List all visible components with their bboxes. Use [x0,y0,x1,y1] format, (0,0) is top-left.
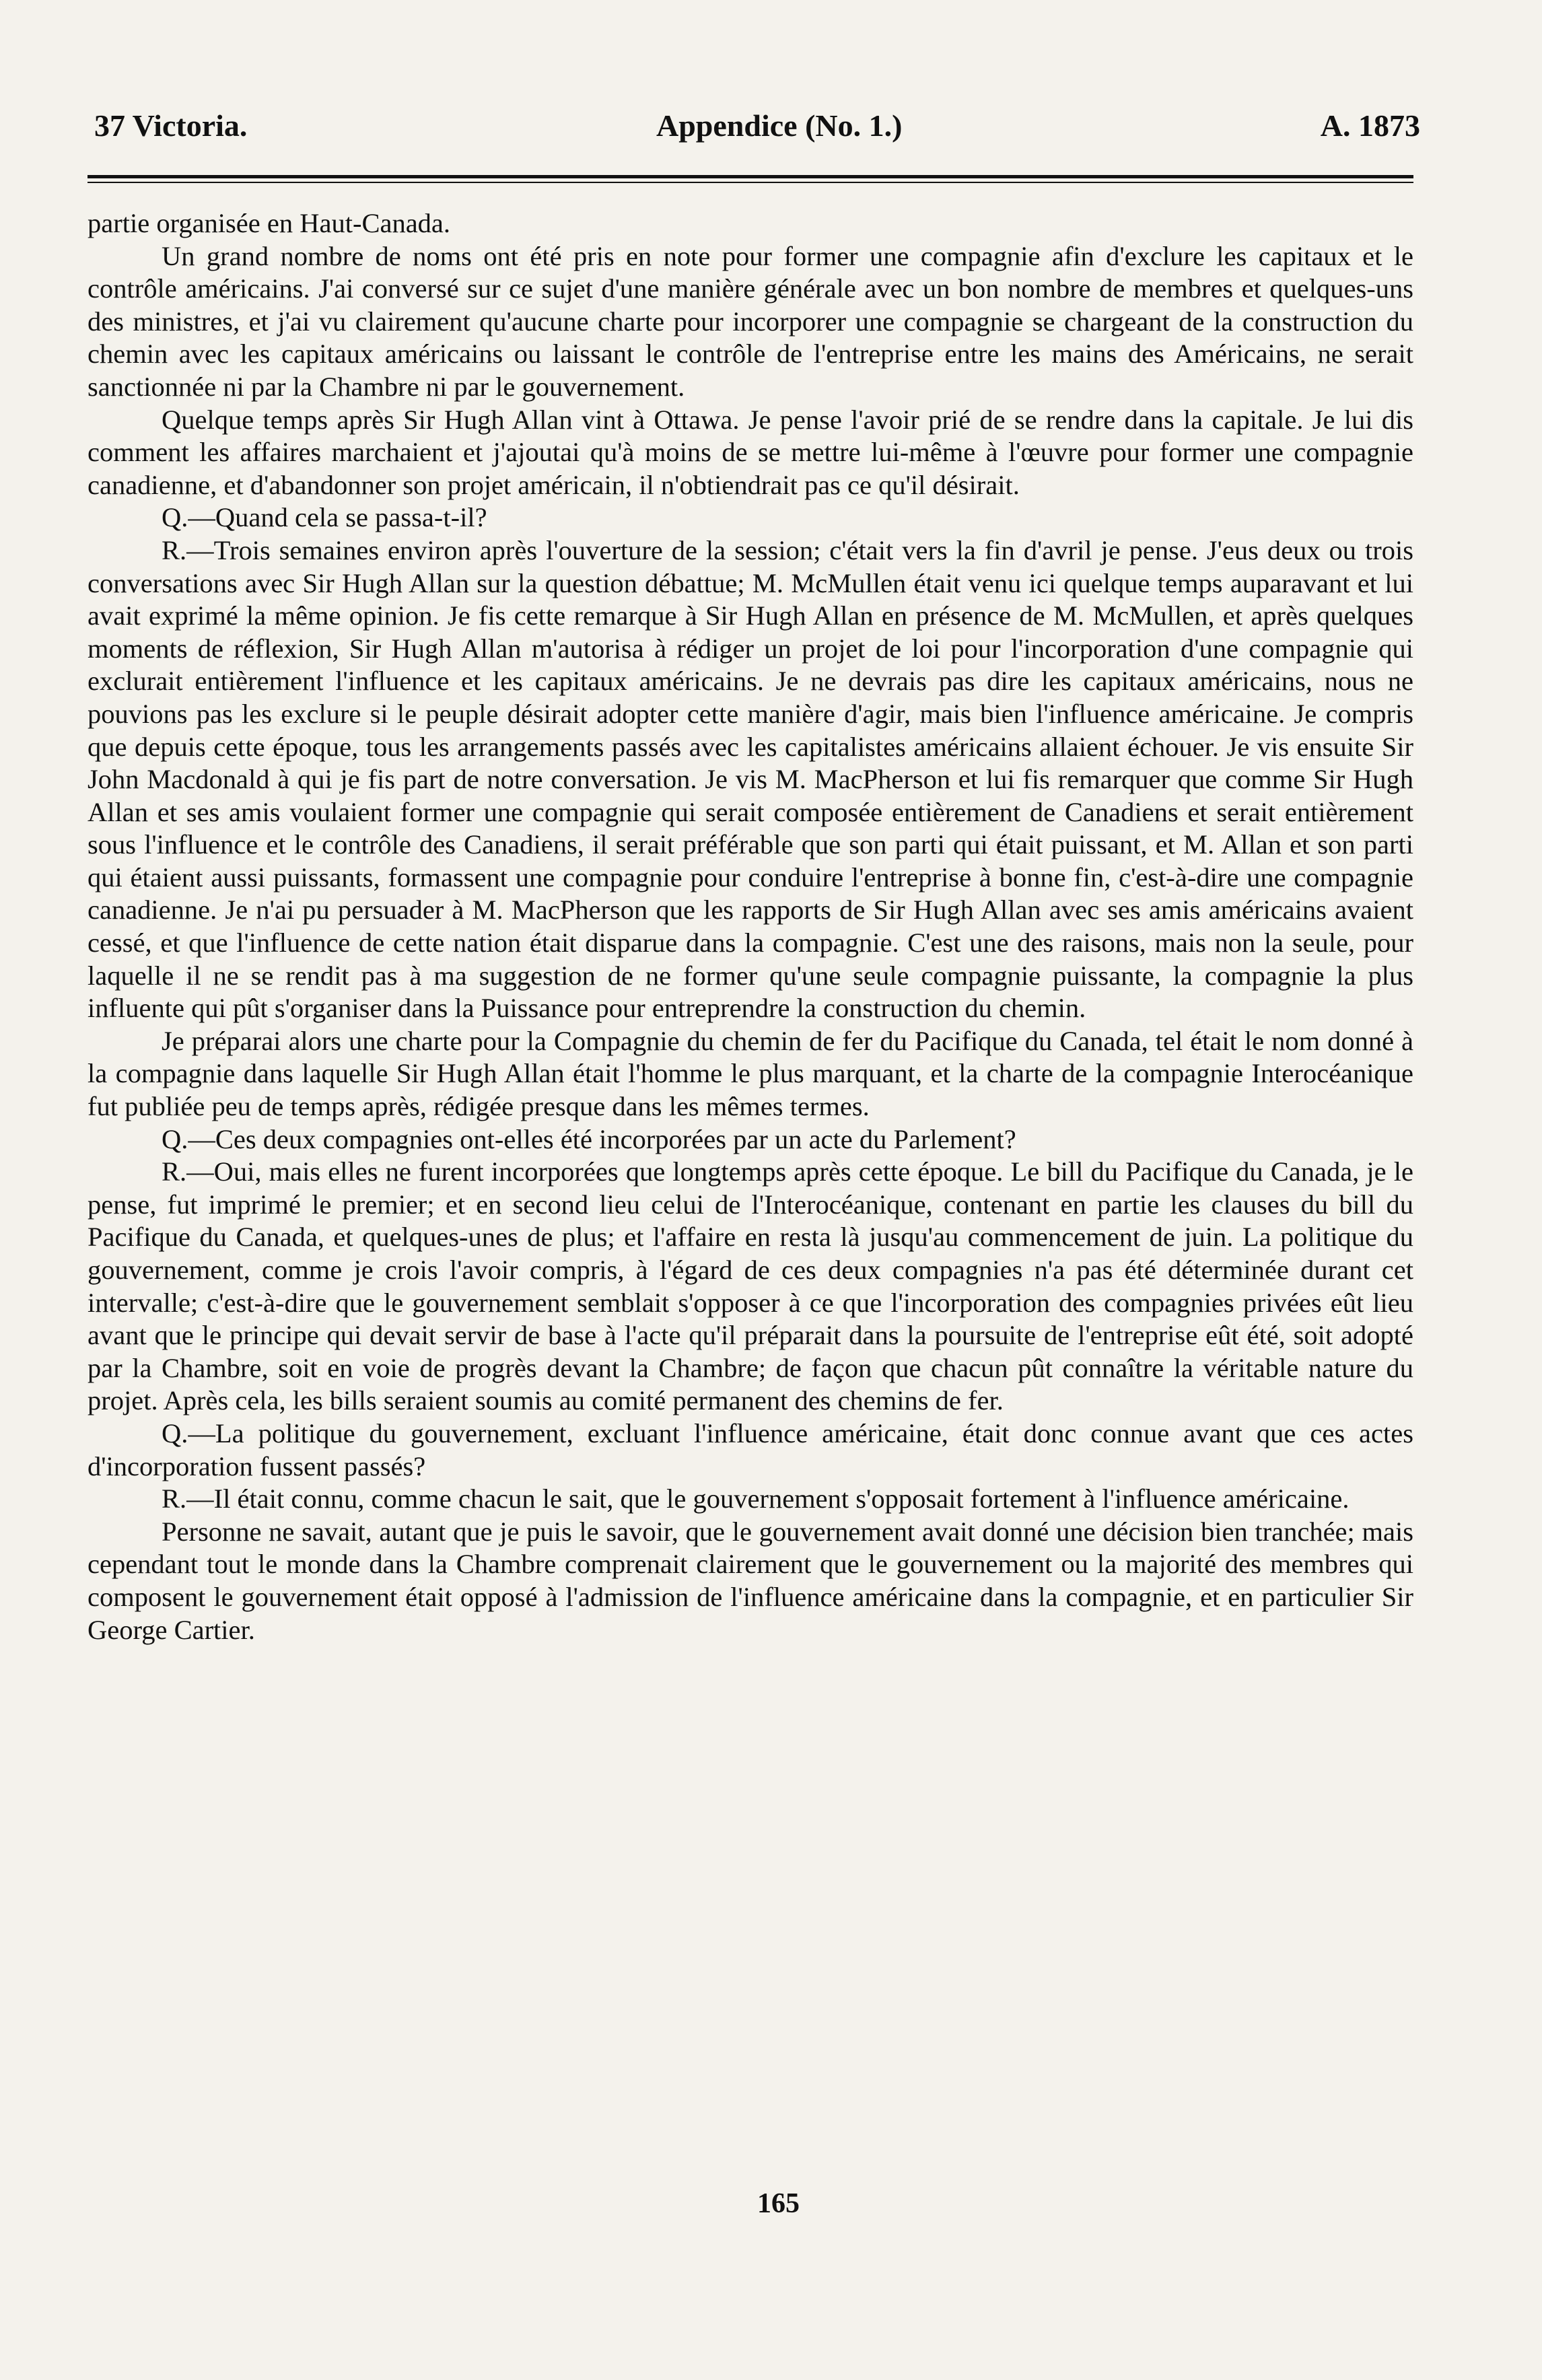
header-session: 37 Victoria. [94,108,248,143]
question: Q.—La politique du gouvernement, excluant l'influence américaine, était donc connue avant que ces actes d'incorporation fussent passés? [87,1418,1413,1481]
page-number: 165 [757,2188,800,2219]
question: Q.—Quand cela se passa-t-il? [162,502,487,533]
document-page [87,81,1420,2219]
header-year: A. 1873 [1320,108,1420,143]
answer: R.—Oui, mais elles ne furent incorporées que longtemps après cette époque. Le bill du Pacifique du Canada, je le pense, fut imprimé le premier; et en second lieu celui de l'Interocéanique, contenant en partie les clauses du bill du Pacifique du Canada, et quelques-unes de plus; et l'affaire en resta là jusqu'au commencement de juin. La politique du gouvernement, comme je crois l'avoir compris, à l'égard de ces deux compagnies n'a pas été déterminée durant cet intervalle; c'est-à-dire que le gouvernement semblait s'opposer à ce que l'incorporation des compagnies privées eût lieu avant que le principe qui devait servir de base à l'acte qu'il préparait dans la poursuite de l'entreprise eût été, soit adopté par la Chambre, soit en voie de progrès devant la Chambre; de façon que chacun pût connaître la véritable nature du projet. Après cela, les bills seraient soumis au comité permanent des chemins de fer. [87,1156,1413,1416]
paragraph: Je préparai alors une charte pour la Compagnie du chemin de fer du Pacifique du Canada, tel était le nom donné à la compagnie dans laquelle Sir Hugh Allan était l'homme le plus marquant, et la charte de la compagnie Interocéanique fut publiée peu de temps après, rédigée presque dans les mêmes termes. [87,1025,1413,1122]
answer: R.—Trois semaines environ après l'ouverture de la session; c'était vers la fin d'avril je pense. J'eus deux ou trois conversations avec Sir Hugh Allan sur la question débattue; M. McMullen était venu ici quelque temps auparavant et lui avait exprimé la même opinion. Je fis cette remarque à Sir Hugh Allan en présence de M. McMullen, et après quelques moments de réflexion, Sir Hugh Allan m'autorisa à rédiger un projet de loi pour l'incorporation d'une compagnie qui exclurait entièrement l'influence et les capitaux américains. Je ne devrais pas dire les capitaux américains, nous ne pouvions pas les exclure si le peuple désirait adopter cette manière d'agir, mais bien l'influence américaine. Je compris que depuis cette époque, tous les arrangements passés avec les capitalistes américains allaient échouer. Je vis ensuite Sir John Macdonald à qui je fis part de notre conversation. Je vis M. MacPherson et lui fis remarquer que comme Sir Hugh Allan et ses amis voulaient former une compagnie qui serait composée entièrement de Canadiens et serait entièrement sous l'influence et le contrôle des Canadiens, il serait préférable que son parti qui était puissant, et M. Allan et son parti qui étaient aussi puissants, formassent une compagnie pour conduire l'entreprise à bonne fin, c'est-à-dire une compagnie canadienne. Je n'ai pu persuader à M. MacPherson que les rapports de Sir Hugh Allan avec ses amis américains avaient cessé, et que l'influence de cette nation était disparue dans la compagnie. C'est une des raisons, mais non la seule, pour laquelle il ne se rendit pas à ma suggestion de ne former qu'une seule compagnie puissante, la compagnie la plus influente qui pût s'organiser dans la Puissance pour entreprendre la construction du chemin. [87,534,1413,1024]
header-appendix: Appendice (No. 1.) [656,108,903,143]
header-rule-thin [87,182,1413,183]
paragraph: Quelque temps après Sir Hugh Allan vint à Ottawa. Je pense l'avoir prié de se rendre dans la capitale. Je lui dis comment les affaires marchaient et j'ajoutai qu'à moins de se mettre lui-même à l'œuvre pour former une compagnie canadienne, et d'abandonner son projet américain, il n'obtiendrait pas ce qu'il désirait. [87,404,1413,500]
paragraph: Un grand nombre de noms ont été pris en note pour former une compagnie afin d'exclure les capitaux et le contrôle américains. J'ai conversé sur ce sujet d'une manière générale avec un bon nombre de membres et quelques-uns des ministres, et j'ai vu clairement qu'aucune charte pour incorporer une compagnie se chargeant de la construction du chemin avec les capitaux américains ou laissant le contrôle de l'entreprise entre les mains des Américains, ne serait sanctionnée ni par la Chambre ni par le gouvernement. [87,240,1413,402]
paragraph-continued: partie organisée en Haut-Canada. [87,208,451,238]
body-text [87,207,1413,1646]
question: Q.—Ces deux compagnies ont-elles été incorporées par un acte du Parlement? [162,1123,1016,1154]
paragraph: Personne ne savait, autant que je puis le savoir, que le gouvernement avait donné une décision bien tranchée; mais cependant tout le monde dans la Chambre comprenait clairement que le gouvernement ou la majorité des membres qui composent le gouvernement était opposé à l'admission de l'influence américaine dans la compagnie, et en particulier Sir George Cartier. [87,1516,1413,1645]
answer: R.—Il était connu, comme chacun le sait, que le gouvernement s'opposait fortement à l'influence américaine. [162,1483,1350,1514]
header-rule-thick [87,175,1413,178]
running-header [87,81,1420,143]
